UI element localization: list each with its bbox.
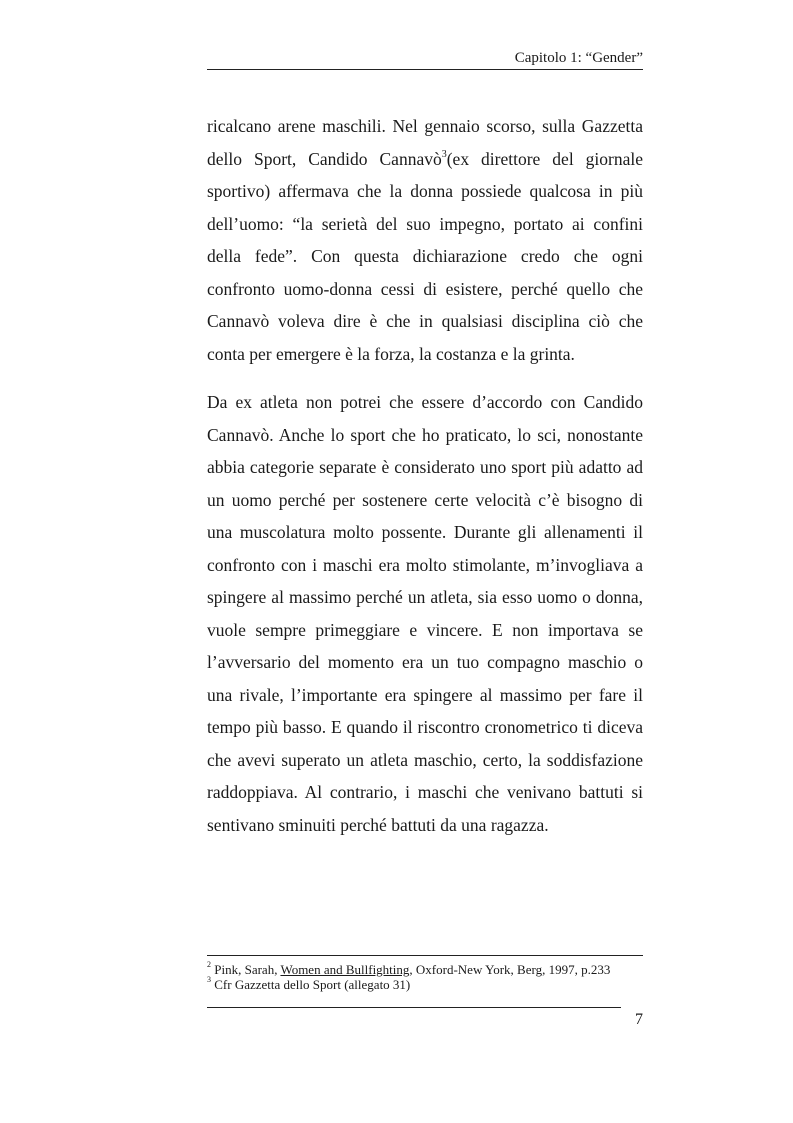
page-number: 7: [635, 1011, 643, 1028]
paragraph-2: Da ex atleta non potrei che essere d’accordo con Candido Cannavò. Anche lo sport che ho praticato, lo sci, nonostante abbia categorie separate è considerato uno sport più adatto ad un uomo perché per sostenere certe velocità c’è bisogno di una muscolatura molto possente. Durante gli allenamenti il confronto con i maschi era molto stimolante, m’invogliava a spingere al massimo perché un atleta, sia esso uomo o donna, vuole sempre primeggiare e vincere. E non importava se l’avversario del momento era un tuo compagno maschio o una rivale, l’importante era spingere al massimo per fare il tempo più basso. E quando il riscontro cronometrico ti diceva che avevi superato un atleta maschio, certo, la soddisfazione raddoppiava. Al contrario, i maschi che venivano battuti si sentivano sminuiti perché battuti da una ragazza.: [207, 392, 643, 835]
footnotes: [207, 959, 643, 992]
footnote-3-number: 3: [207, 974, 211, 984]
footnote-2-author: Pink, Sarah,: [214, 962, 281, 977]
header-rule: [207, 69, 643, 70]
footnote-3-text: Cfr Gazzetta dello Sport (allegato 31): [214, 977, 411, 992]
footer-rule: [207, 1007, 621, 1008]
footnote-separator: [207, 955, 643, 956]
paragraph-1-text-b: (ex direttore del giornale sportivo) affermava che la donna possiede qualcosa in più dell’uomo: “la serietà del suo impegno, portato ai confini della fede”. Con questa dichiarazione credo che ogni confronto uomo-donna cessi di esistere, perché quello che Cannavò voleva dire è che in qualsiasi disciplina ciò che conta per emergere è la forza, la costanza e la grinta.: [207, 148, 643, 364]
paragraph-1: [207, 110, 643, 370]
footnote-2-number: 2: [207, 959, 211, 969]
running-header: Capitolo 1: “Gender”: [514, 50, 643, 66]
footnote-2-details: , Oxford-New York, Berg, 1997, p.233: [409, 962, 611, 977]
footnote-2: [207, 959, 643, 977]
body-text: [207, 110, 643, 841]
footnote-2-title: Women and Bullfighting: [280, 962, 410, 977]
footnote-ref-3: 3: [441, 148, 447, 160]
footnote-3: [207, 974, 643, 992]
paragraph-1-text-a: ricalcano arene maschili. Nel gennaio scorso, sulla Gazzetta dello Sport, Candido Cannavò: [207, 116, 643, 169]
